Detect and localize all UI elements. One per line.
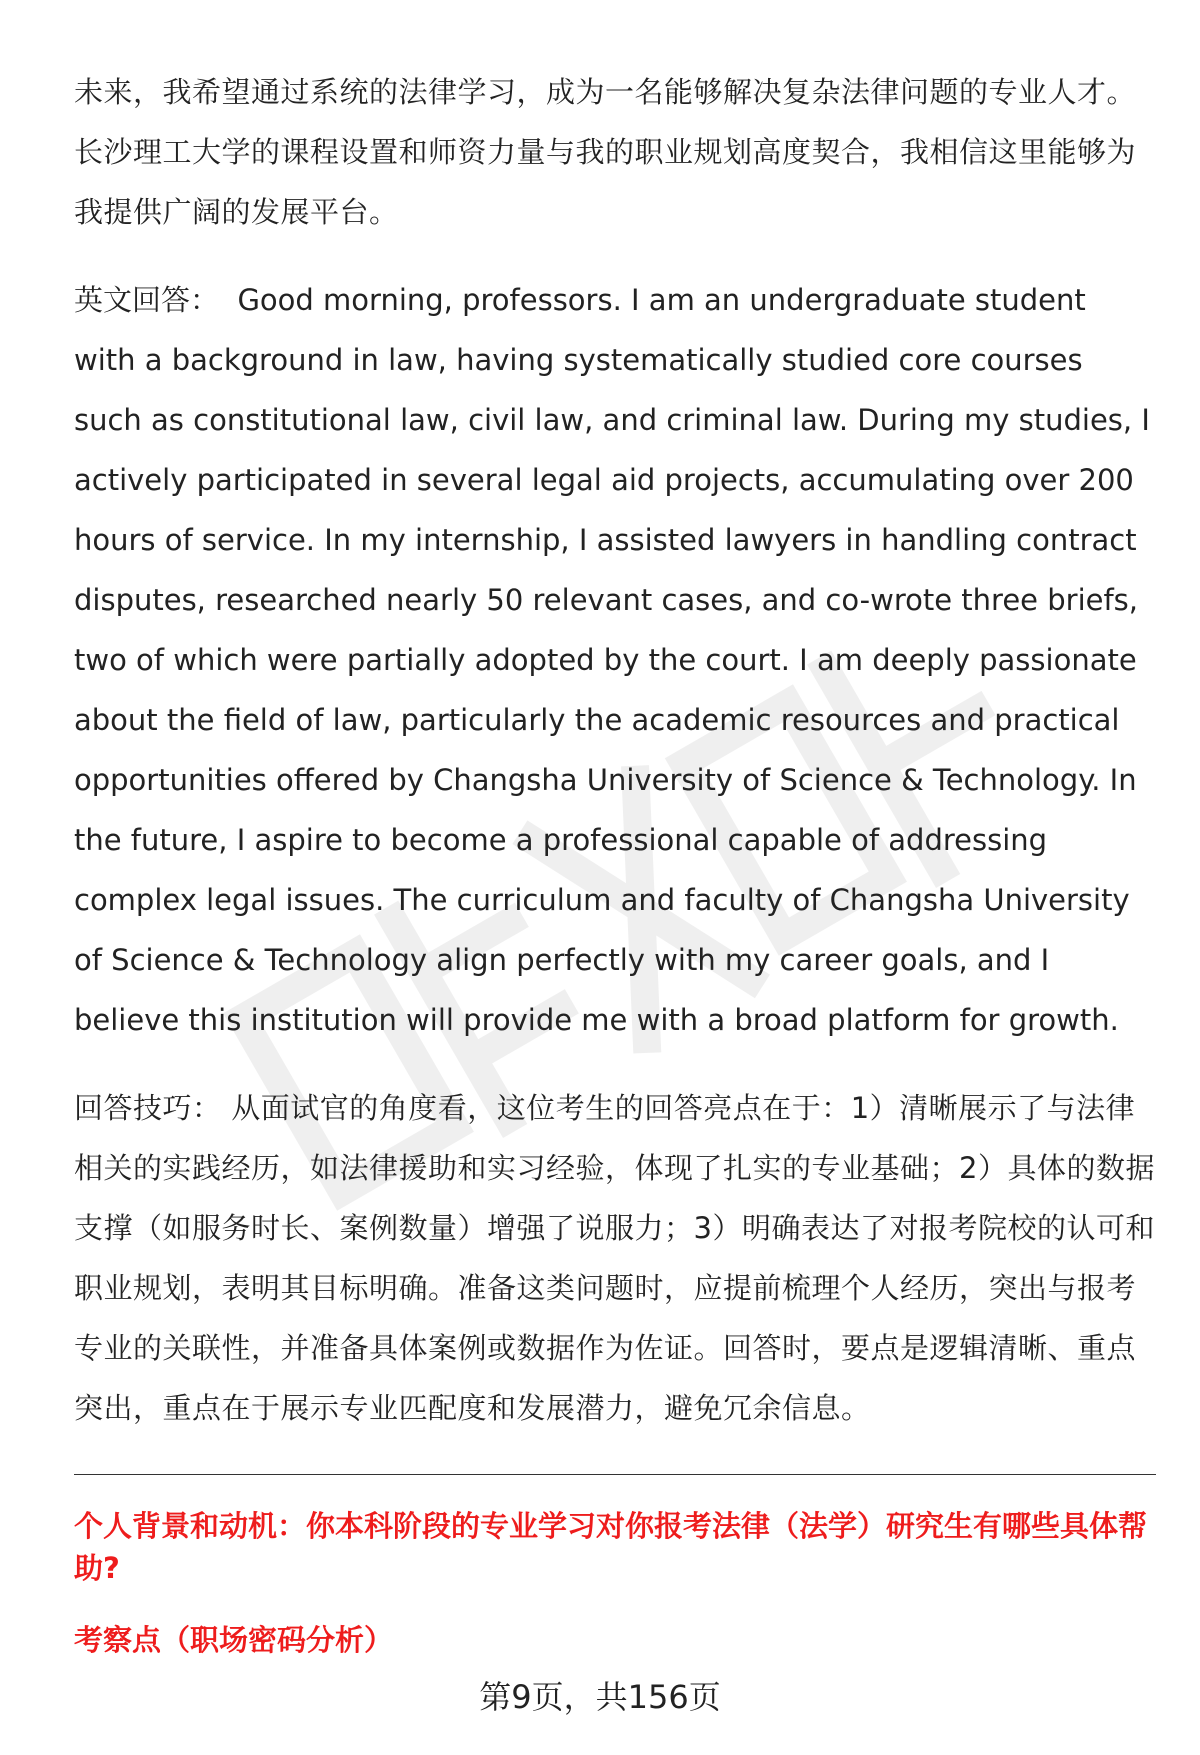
section-divider bbox=[74, 1474, 1156, 1475]
next-question-title: 个人背景和动机：你本科阶段的专业学习对你报考法律（法学）研究生有哪些具体帮助? bbox=[74, 1509, 1148, 1585]
english-answer-text: Good morning, professors. I am an undergraduate student with a background in law, having systematically studied core courses such as constitutional law, civil law, and criminal law. During my studies, I actively participated in several legal aid projects, accumulating over 200 hours of service. In my internship, I assisted lawyers in handling contract disputes, researched nearly 50 relevant cases, and co-wrote three briefs, two of which were partially adopted by the court. I am deeply passionate about the field of law, particularly the academic resources and practical opportunities offered by Changsha University of Science & Technology. In the future, I aspire to become a professional capable of addressing complex legal issues. The curriculum and faculty of Changsha University of Science & Technology align perfectly with my career goals, and I believe this institution will provide me with a broad platform for growth. bbox=[74, 283, 1150, 1037]
document-page bbox=[74, 62, 1156, 1661]
paragraph-future-plan: 未来，我希望通过系统的法律学习，成为一名能够解决复杂法律问题的专业人才。长沙理工大学的课程设置和师资力量与我的职业规划高度契合，我相信这里能够为我提供广阔的发展平台。 bbox=[74, 75, 1137, 229]
paragraph-gap bbox=[74, 1050, 1156, 1078]
paragraph-english-answer bbox=[74, 270, 1156, 1050]
answer-tips-text: 从面试官的角度看，这位考生的回答亮点在于：1）清晰展示了与法律相关的实践经历，如法律援助和实习经验，体现了扎实的专业基础；2）具体的数据支撑（如服务时长、案例数量）增强了说服力；3）明确表达了对报考院校的认可和职业规划，表明其目标明确。准备这类问题时，应提前梳理个人经历，突出与报考专业的关联性，并准备具体案例或数据作为佐证。回答时，要点是逻辑清晰、重点突出，重点在于展示专业匹配度和发展潜力，避免冗余信息。 bbox=[74, 1091, 1155, 1425]
paragraph-answer-tips bbox=[74, 1078, 1156, 1438]
paragraph-gap bbox=[74, 242, 1156, 270]
english-answer-label: 英文回答： bbox=[74, 283, 220, 317]
answer-tips-label: 回答技巧： bbox=[74, 1091, 222, 1125]
page-number-footer: 第9页，共156页 bbox=[479, 1678, 721, 1716]
next-question-subheading: 考察点（职场密码分析） bbox=[74, 1623, 394, 1657]
